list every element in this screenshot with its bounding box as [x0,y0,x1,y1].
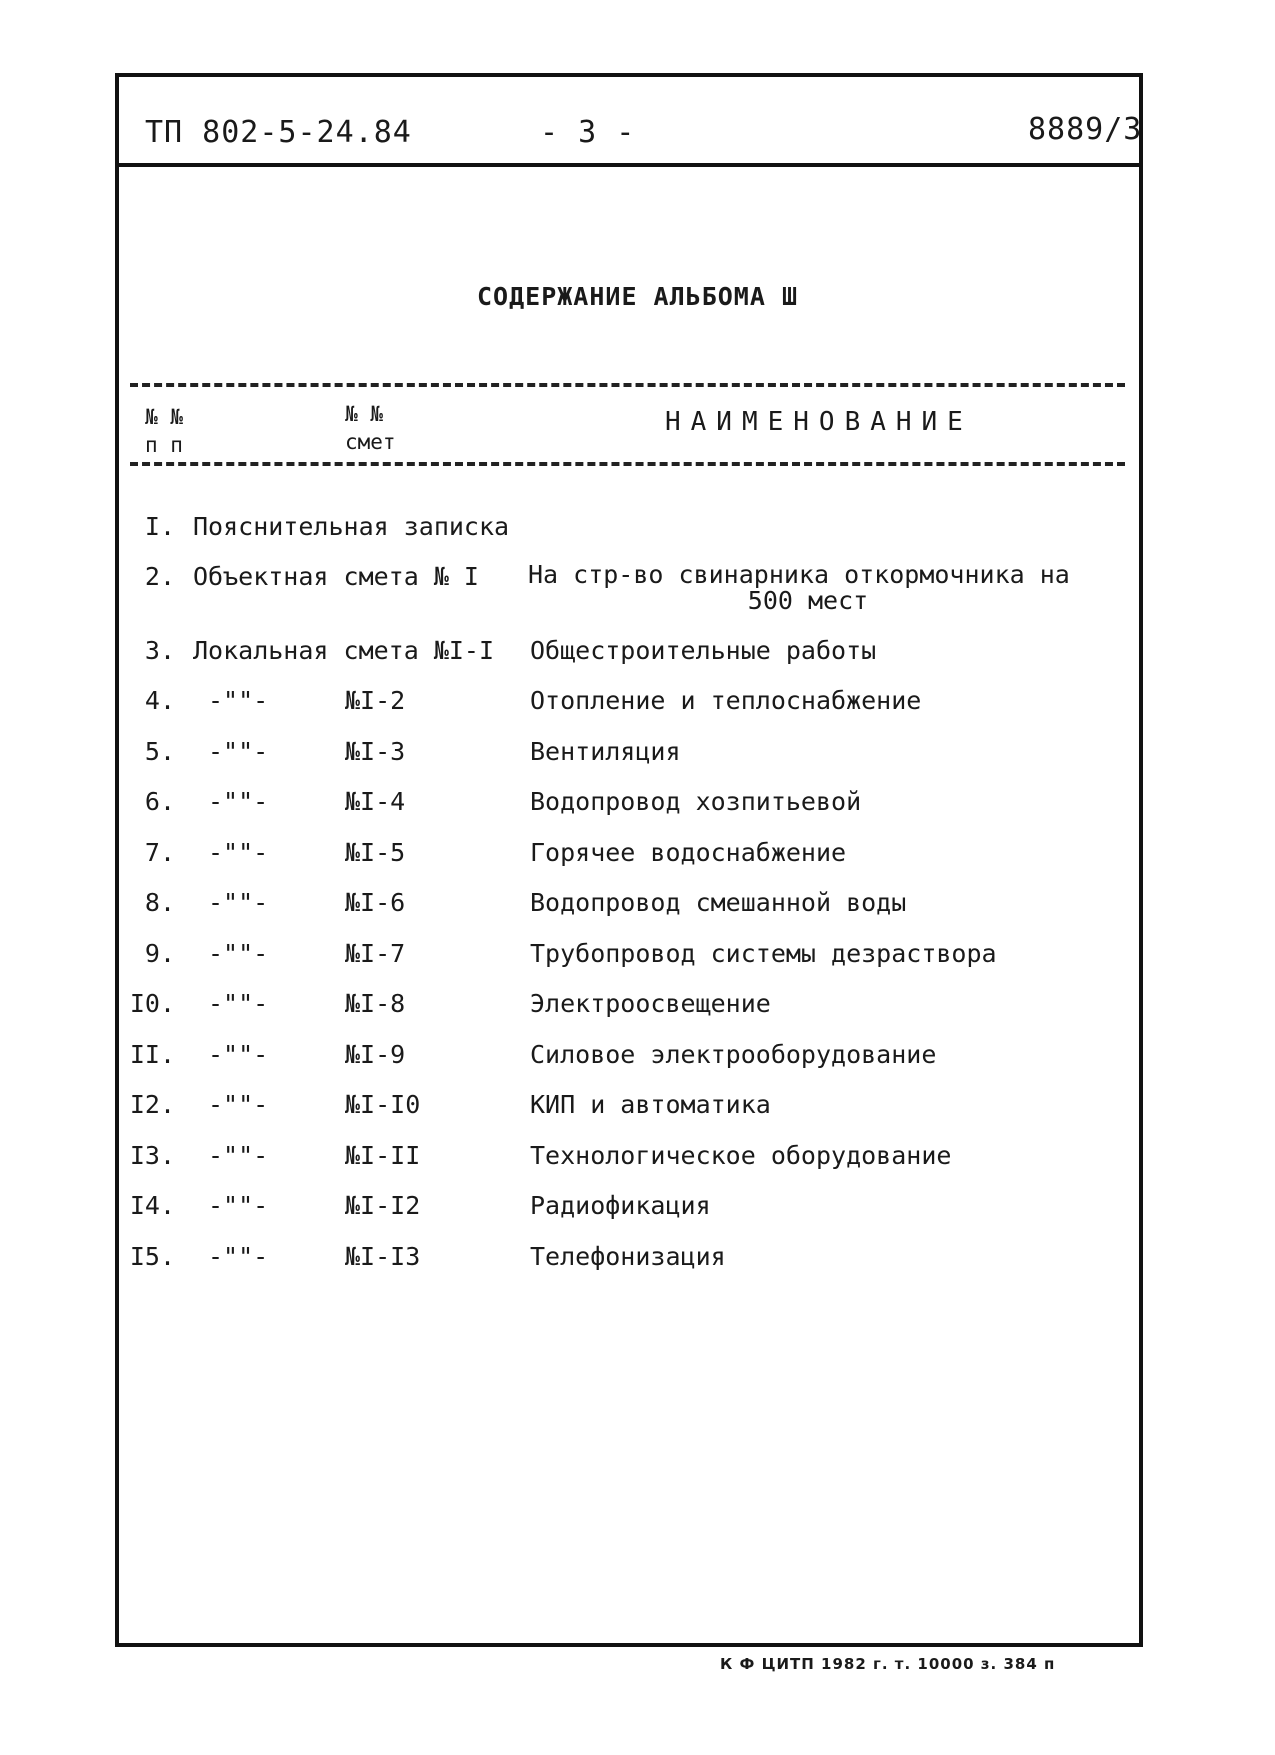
table-header-rule [130,462,1125,466]
column-header-estimate-line1: № № [345,402,383,426]
item-name: Телефонизация [530,1242,726,1271]
item-name: Водопровод смешанной воды [530,888,907,917]
ditto-mark: -""- [208,737,269,766]
item-number: 2. [144,562,175,591]
item-number: I5. [129,1242,175,1271]
estimate-number: №I-7 [345,939,406,968]
estimate-number: №I-5 [345,838,406,867]
ditto-mark: -""- [208,939,269,968]
item-number: I4. [129,1191,175,1220]
estimate-number: №I-I0 [345,1090,421,1119]
item-label: Пояснительная записка [193,512,510,541]
ditto-mark: -""- [208,888,269,917]
item-name: КИП и автоматика [530,1090,771,1119]
item-name: Трубопровод системы дезраствора [530,939,997,968]
ditto-mark: -""- [208,686,269,715]
ditto-mark: -""- [208,1040,269,1069]
estimate-number: №I-I3 [345,1242,421,1271]
column-header-number-line1: № № [145,405,183,429]
estimate-number: №I-I2 [345,1191,421,1220]
ditto-mark: -""- [208,838,269,867]
item-number: 6. [144,787,175,816]
item-number: 9. [144,939,175,968]
item-name: Общестроительные работы [530,636,877,665]
item-name: Технологическое оборудование [530,1141,952,1170]
ditto-mark: -""- [208,1242,269,1271]
item-name: Электроосвещение [530,989,771,1018]
item-label: Объектная смета № I [193,562,479,591]
item-name: Вентиляция [530,737,681,766]
ditto-mark: -""- [208,1090,269,1119]
ditto-mark: -""- [208,1141,269,1170]
item-number: I0. [129,989,175,1018]
item-name: Водопровод хозпитьевой [530,787,862,816]
item-number: 7. [144,838,175,867]
item-name: Силовое электрооборудование [530,1040,937,1069]
item-name-line2: 500 мест [747,586,869,615]
item-number: II. [129,1040,175,1069]
item-name [528,562,1088,614]
estimate-number: №I-8 [345,989,406,1018]
estimate-number: №I-4 [345,787,406,816]
column-header-number [145,403,183,459]
item-number: I2. [129,1090,175,1119]
sheet-number: 8889/3 [1028,112,1143,147]
page-title: СОДЕРЖАНИЕ АЛЬБОМА Ш [476,282,799,311]
page-number: - 3 - [540,115,636,150]
item-number: I3. [129,1141,175,1170]
ditto-mark: -""- [208,1191,269,1220]
estimate-number: №I-II [345,1141,421,1170]
table-top-rule [130,383,1125,387]
ditto-mark: -""- [208,989,269,1018]
item-number: 3. [144,636,175,665]
item-number: I. [144,512,175,541]
estimate-number: №I-3 [345,737,406,766]
ditto-mark: -""- [208,787,269,816]
item-number: 5. [144,737,175,766]
item-name-line1: На стр-во свинарника откормочника на [528,560,1070,589]
column-header-number-line2: п п [145,433,183,457]
column-header-estimate-line2: смет [345,430,396,454]
header-divider [115,163,1143,167]
estimate-number: №I-9 [345,1040,406,1069]
document-code: ТП 802-5-24.84 [145,115,412,150]
item-name: Горячее водоснабжение [530,838,847,867]
item-number: 4. [144,686,175,715]
column-header-name: НАИМЕНОВАНИЕ [665,407,973,437]
estimate-number: №I-6 [345,888,406,917]
print-imprint: К Ф ЦИТП 1982 г. т. 10000 з. 384 п [720,1655,1056,1673]
item-name: Отопление и теплоснабжение [530,686,922,715]
column-header-estimate [345,400,396,456]
item-label: Локальная смета №I-I [193,636,495,665]
item-name: Радиофикация [530,1191,711,1220]
item-number: 8. [144,888,175,917]
estimate-number: №I-2 [345,686,406,715]
